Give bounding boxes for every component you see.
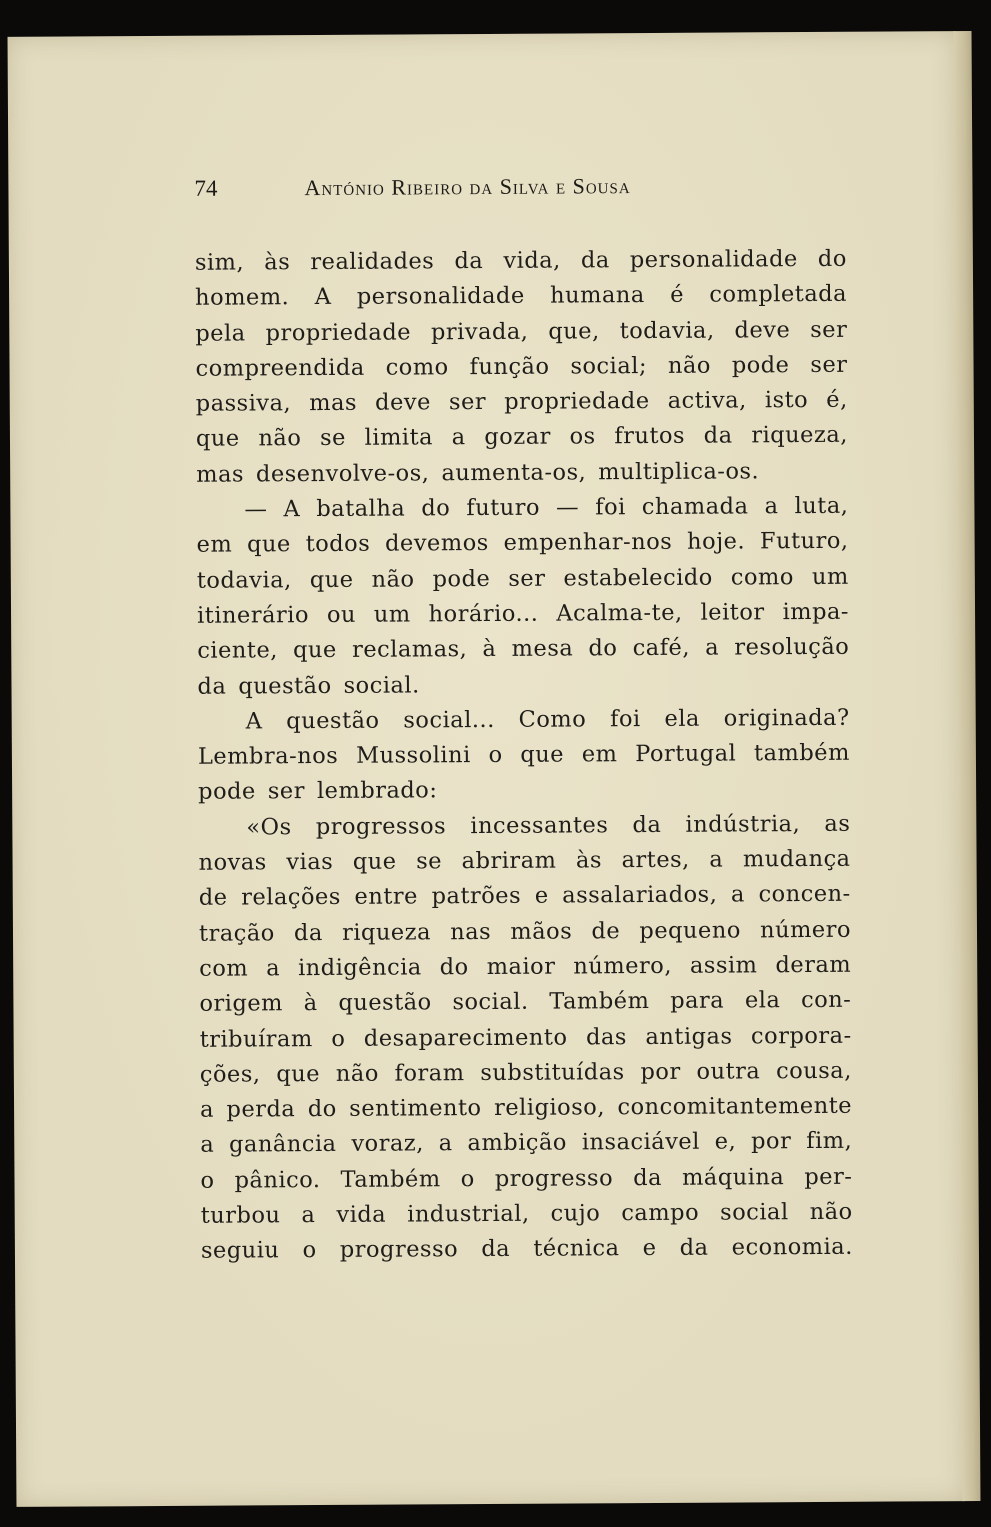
word: número [759,916,852,943]
word: a [199,1096,215,1123]
word: a [438,1130,453,1157]
word: e, [714,1128,737,1156]
word: pequeno [639,917,741,944]
word: que [276,1060,321,1088]
word: do [307,1096,337,1123]
word: patrões [431,883,522,910]
word: deram [775,951,852,979]
word: às [575,847,603,874]
word: também [753,739,850,767]
word: ganância [229,1131,337,1158]
word: seguiu [200,1237,280,1265]
word: ser [448,389,487,416]
word: riqueza [341,918,432,946]
word: horário... [428,600,539,628]
word: vida, [503,247,561,274]
word: com [199,955,249,982]
word: mãos [510,918,573,945]
word: assim [689,952,758,979]
word: e [642,1235,657,1262]
word: industrial, [407,1200,530,1228]
word: mudança [742,845,851,873]
word: origem [199,990,284,1017]
word: gozar [484,424,551,451]
word: economia. [731,1234,853,1261]
text-line [200,1124,852,1163]
word: sentimento [349,1095,482,1122]
word: mesa [511,635,574,663]
word: pela [195,320,246,347]
word: foi [610,705,641,733]
word: por [751,1128,792,1155]
word: — [244,496,268,523]
word: a [451,424,466,451]
page-edge [954,31,981,1501]
word: social; [570,352,648,380]
word: o [488,742,503,769]
word: todos [305,531,371,558]
word: Também [549,988,650,1015]
word: assalariados, [562,881,718,909]
word: mas [309,389,358,417]
text-line [200,1018,852,1057]
word: número, [573,952,673,980]
word: A [245,708,263,735]
word: outra [696,1058,761,1085]
word: novas [198,849,267,876]
word: riqueza, [751,422,848,449]
word: personalidade [356,283,525,311]
word: isto [764,387,809,414]
word: turbou [200,1202,281,1229]
word: voraz, [351,1130,424,1158]
word: técnica [533,1235,620,1263]
word: máquina [681,1163,785,1191]
word: não [667,352,711,379]
word: ela [744,987,781,1014]
word: indústria, [685,810,801,838]
word: pode [432,565,491,592]
word: progresso [339,1236,459,1264]
text-line [197,665,849,704]
word: da [481,1236,511,1263]
word: maior [486,953,556,980]
word: a [266,955,281,982]
word: abriram [461,847,557,875]
word: é [670,282,685,309]
word: originada? [723,704,850,732]
word: progresso [494,1164,614,1192]
word: desenvolve-os, [255,460,430,488]
word: leitor [700,599,765,626]
word: itinerário [196,602,310,629]
word: lembrado: [316,777,438,805]
word: da [197,673,227,700]
word: A [283,496,301,523]
word: todavia, [196,566,292,594]
word: compreendida [195,354,365,382]
word: um [373,601,411,628]
text-line [195,312,847,351]
body-text [195,242,853,1270]
word: à [482,636,497,663]
word: concomitantemente [617,1092,853,1121]
word: ser [810,351,848,378]
word: aumenta-os, [441,459,587,487]
word: função [469,353,550,380]
word: ser [810,316,848,343]
text-line [198,701,850,740]
word: a [730,881,745,908]
word: que [293,637,337,664]
word: futuro [466,494,541,522]
text-line [201,1195,853,1234]
word: social. [343,671,420,699]
word: Portugal [635,740,737,768]
book-page [8,31,965,1507]
text-line [197,559,849,598]
word: que [520,741,565,768]
word: ser [508,565,546,592]
word: em [581,741,618,768]
word: ou [326,601,357,628]
word: não [809,1198,853,1226]
text-line [200,1159,852,1198]
word: con- [801,987,852,1014]
word: chamada [641,493,749,521]
word: «Os [246,813,292,841]
word: pânico. [234,1166,321,1194]
word: das [585,1023,627,1050]
word: se [319,425,347,452]
word: Como [518,706,587,733]
word: ser [267,778,306,805]
word: empenhar-nos [503,529,673,557]
word: do [421,495,451,522]
word: propriedade [504,388,650,416]
text-line [199,877,851,916]
word: o [302,1237,317,1264]
word: a [705,634,720,661]
word: ciente, [197,637,278,665]
word: à [303,990,318,1017]
word: não [258,425,302,452]
word: deve [375,389,431,416]
word: indigência [297,954,422,982]
word: frutos [614,423,686,450]
word: hoje. [687,528,746,556]
text-line [197,524,849,563]
word: mas [196,461,245,488]
word: de [591,917,621,944]
word: passiva, [195,390,292,417]
text-line [201,1230,853,1269]
word: ambição [467,1129,568,1157]
word: insaciável [581,1129,700,1156]
word: foi [595,494,626,521]
word: como [385,354,449,381]
text-line [200,1089,852,1128]
word: da [703,422,733,450]
word: social [720,1199,789,1226]
word: — [556,494,580,521]
text-line [195,242,847,281]
word: Futuro, [759,528,849,555]
word: propriedade [265,319,412,346]
word: o [200,1167,215,1194]
word: ela [664,705,700,732]
word: tribuíram [199,1025,313,1053]
word: um [811,563,849,590]
word: se [416,848,443,875]
word: nas [450,918,492,945]
text-line [199,912,851,951]
word: da [679,1234,709,1262]
page-number: 74 [194,175,218,201]
word: da [632,811,662,838]
word: café, [632,635,691,662]
running-head [194,172,754,211]
word: reclamas, [351,636,468,664]
word: não [335,1060,379,1087]
word: entre [354,883,419,911]
word: da [580,247,610,274]
text-line [198,736,850,775]
text-line [198,771,850,810]
word: relações [241,884,341,911]
word: da [633,1164,663,1191]
word: resolução [734,634,850,661]
running-head-author: António Ribeiro da Silva e Sousa [304,173,631,201]
word: não [371,566,415,593]
word: que [352,848,397,875]
word: personalidade [629,246,798,274]
word: ções, [199,1061,261,1088]
word: foram [394,1059,465,1087]
word: religioso, [493,1094,606,1122]
word: vias [286,848,334,876]
word: o [460,1165,475,1192]
word: a [301,1202,316,1229]
word: social. [452,988,529,1016]
text-line [200,1054,852,1093]
word: social... [403,706,495,734]
word: desaparecimento [363,1024,568,1052]
word: concen- [758,881,851,908]
word: per- [804,1163,853,1190]
word: humana [550,282,645,309]
word: fim, [806,1128,853,1155]
word: para [670,987,725,1015]
word: realidades [310,248,435,276]
word: questão [238,672,332,700]
word: como [730,563,794,591]
text-line [199,983,851,1022]
text-line [197,595,849,634]
word: que [309,566,354,593]
text-line [198,807,850,846]
word: a [200,1132,215,1159]
text-line [197,630,849,669]
word: A [314,284,332,311]
word: questão [286,707,380,735]
word: pode [731,352,790,379]
word: luta, [794,492,849,520]
word: em [196,531,233,559]
word: cujo [550,1200,601,1227]
word: limita [364,424,434,452]
text-line [196,489,848,528]
word: corpora- [750,1022,852,1049]
word: Mussolini [355,742,471,769]
word: e [534,882,549,910]
word: activa, [667,387,747,415]
text-line [195,277,847,316]
word: do [588,635,618,662]
word: é, [826,386,848,414]
word: todavia, [619,317,715,344]
word: deve [734,316,791,344]
word: progressos [315,812,447,840]
word: artes, [621,846,690,874]
word: multiplica-os. [598,458,760,486]
text-line [196,383,848,422]
word: Também [340,1166,441,1193]
word: da [293,919,323,946]
word: vida [336,1201,387,1228]
text-line [198,842,850,881]
word: campo [621,1199,700,1227]
word: impa- [782,598,850,626]
word: do [817,245,847,272]
word: do [439,954,469,981]
word: as [824,810,851,837]
word: Acalma-te, [556,599,683,627]
word: privada, [430,318,529,345]
word: os [569,423,596,450]
word: que [247,531,291,558]
word: devemos [384,530,489,557]
word: às [264,249,291,276]
word: substituídas [480,1058,625,1086]
word: por [640,1058,681,1085]
text-line [196,418,848,457]
word: da [454,248,484,275]
word: homem. [195,284,290,312]
word: perda [226,1096,296,1123]
word: que, [548,317,600,345]
word: incessantes [470,812,609,839]
word: questão [338,989,432,1017]
word: tração [198,919,275,947]
word: que [195,425,240,453]
text-line [196,454,848,493]
word: a [709,846,724,873]
word: estabelecido [563,564,713,592]
text-line [195,348,847,387]
word: batalha [316,495,406,523]
word: Lembra-nos [197,743,339,770]
word: pode [198,778,256,806]
word: antigas [645,1023,733,1050]
text-line [199,948,851,987]
word: cousa, [775,1057,852,1085]
word: sim, [194,249,245,276]
word: a [764,493,779,520]
word: de [198,884,228,912]
word: o [331,1025,346,1052]
word: completada [709,281,848,308]
